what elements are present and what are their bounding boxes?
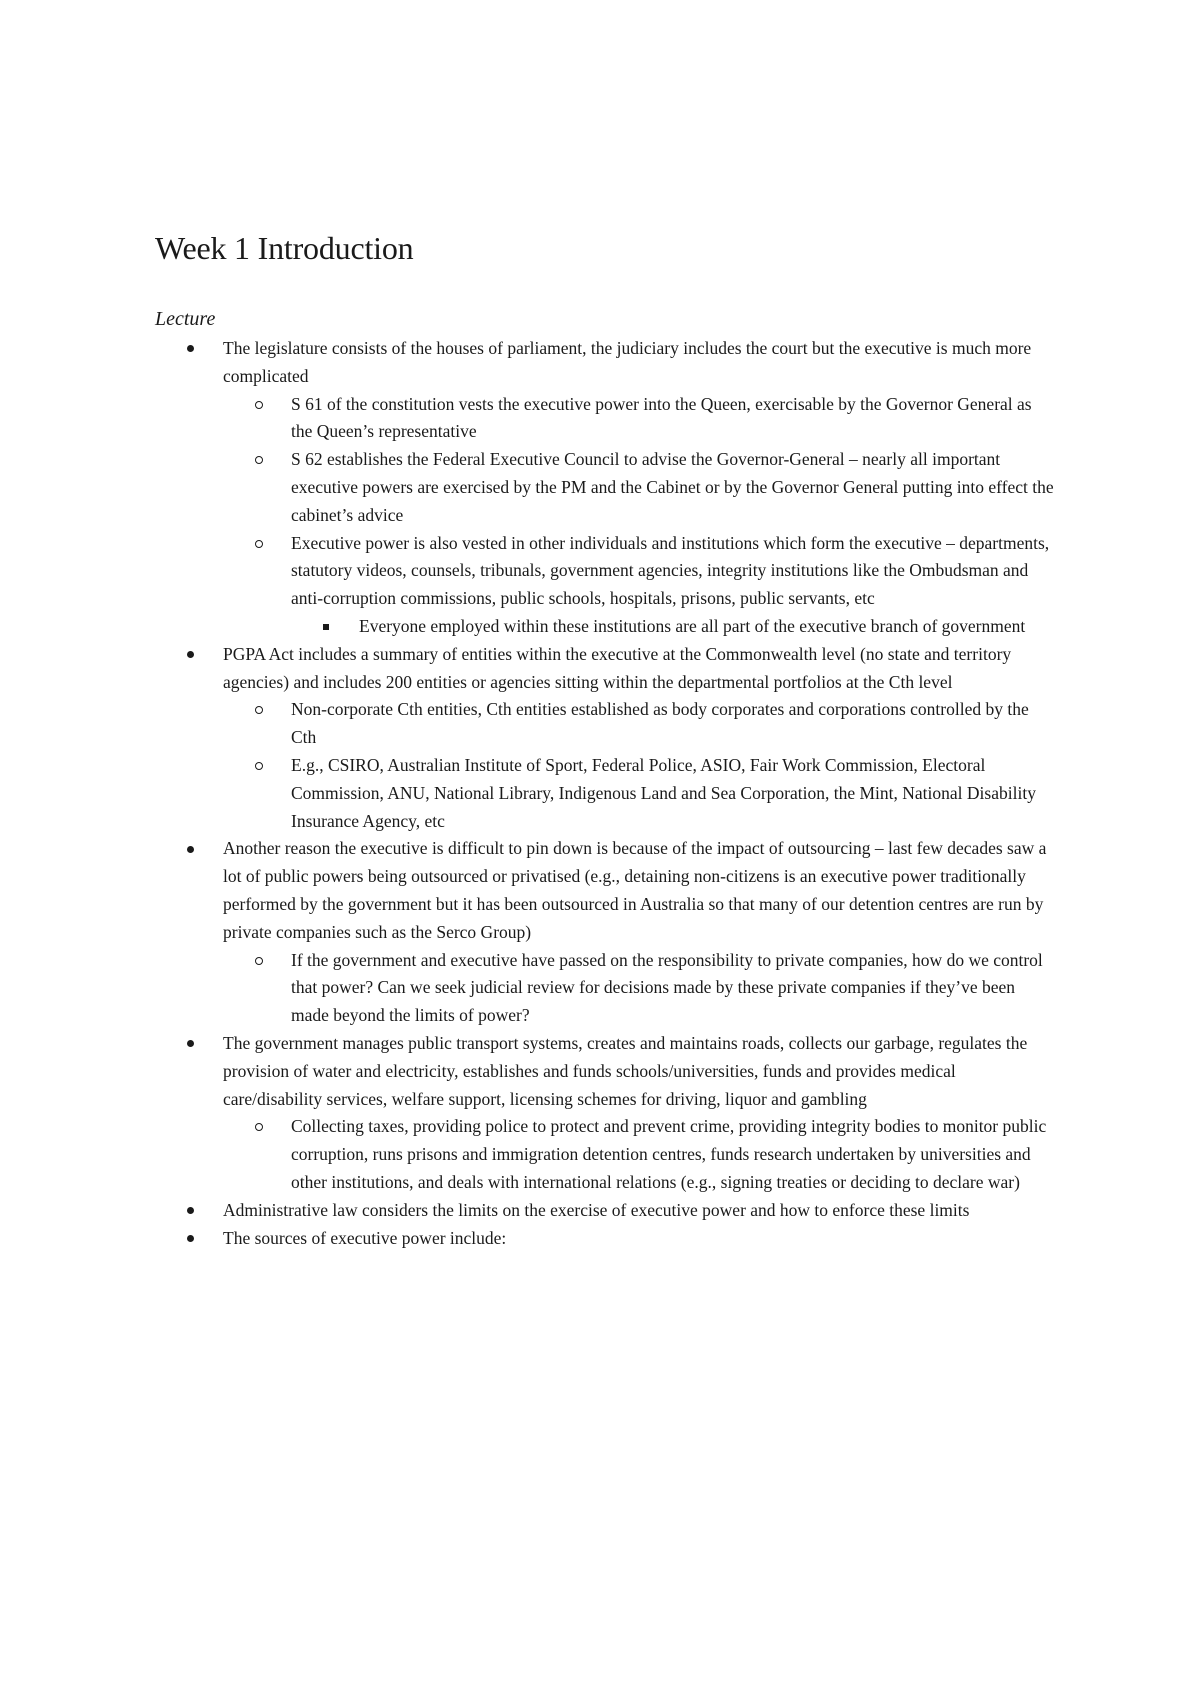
bullet-circle-icon — [255, 446, 263, 474]
sub-list-item — [223, 947, 1055, 1030]
list-item — [155, 1225, 1055, 1253]
sub-list-item-text: S 61 of the constitution vests the executive power into the Queen, exercisable by the Governor General as the Queen’s representative — [291, 393, 1032, 442]
sub-list — [223, 1113, 1055, 1196]
bullet-disc-icon — [187, 1197, 194, 1225]
sub-list-item — [223, 696, 1055, 752]
sub-list-item — [223, 752, 1055, 835]
sub-sub-list — [291, 613, 1055, 641]
sub-list-item — [223, 446, 1055, 529]
sub-list-item — [223, 1113, 1055, 1196]
sub-list-item-text: Executive power is also vested in other individuals and institutions which form the executive – departments, statutory videos, counsels, tribunals, government agencies, integrity institutions like the Ombudsman and anti-corruption commissions, public schools, hospitals, prisons, public servants, etc — [291, 532, 1050, 609]
document-body — [155, 335, 1055, 1252]
bullet-circle-icon — [255, 391, 263, 419]
list-item-text: The legislature consists of the houses of parliament, the judiciary includes the court but the executive is much more complicated — [223, 338, 1032, 386]
list-item-text: Another reason the executive is difficult to pin down is because of the impact of outsourcing – last few decades saw a lot of public powers being outsourced or privatised (e.g., detaining non-citizens is an executive power traditionally performed by the government but it has been outsourced in Australia so that many of our detention centres are run by private companies such as the Serco Group) — [223, 838, 1047, 942]
section-heading-lecture: Lecture — [155, 308, 216, 330]
list-item — [155, 1197, 1055, 1225]
list-item-text: PGPA Act includes a summary of entities within the executive at the Commonwealth level (no state and territory agencies) and includes 200 entities or agencies sitting within the departmental portfolios at the Cth level — [223, 643, 1012, 692]
bullet-circle-icon — [255, 752, 263, 780]
sub-list-item-text: Non-corporate Cth entities, Cth entities established as body corporates and corporations controlled by the Cth — [291, 699, 1029, 748]
bullet-disc-icon — [187, 1030, 194, 1058]
bullet-circle-icon — [255, 1113, 263, 1141]
bullet-square-icon — [323, 613, 329, 641]
sub-list-item — [223, 391, 1055, 447]
sub-list-item — [223, 530, 1055, 641]
list-item — [155, 641, 1055, 836]
list-item-text: Administrative law considers the limits on the exercise of executive power and how to enforce these limits — [223, 1199, 970, 1220]
list-item — [155, 1030, 1055, 1197]
bullet-disc-icon — [187, 335, 194, 363]
list-item-text: The sources of executive power include: — [223, 1227, 507, 1248]
list-item — [155, 835, 1055, 1030]
bullet-list — [155, 335, 1055, 1252]
bullet-disc-icon — [187, 1225, 194, 1253]
bullet-disc-icon — [187, 641, 194, 669]
sub-list — [223, 391, 1055, 641]
list-item — [155, 335, 1055, 641]
bullet-disc-icon — [187, 835, 194, 863]
bullet-circle-icon — [255, 530, 263, 558]
sub-sub-list-item-text: Everyone employed within these institutions are all part of the executive branch of government — [359, 615, 1026, 636]
list-item-text: The government manages public transport systems, creates and maintains roads, collects our garbage, regulates the provision of water and electricity, establishes and funds schools/universities, funds and provides medical care/disability services, welfare support, licensing schemes for driving, liquor and gambling — [223, 1032, 1028, 1109]
page-title: Week 1 Introduction — [155, 230, 414, 266]
sub-list — [223, 696, 1055, 835]
sub-list-item-text: Collecting taxes, providing police to protect and prevent crime, providing integrity bodies to monitor public corruption, runs prisons and immigration detention centres, funds research undertaken by universities and other institutions, and deals with international relations (e.g., signing treaties or deciding to declare war) — [291, 1116, 1047, 1192]
bullet-circle-icon — [255, 947, 263, 975]
bullet-circle-icon — [255, 696, 263, 724]
sub-list — [223, 947, 1055, 1030]
sub-list-item-text: If the government and executive have passed on the responsibility to private companies, how do we control that power? Can we seek judicial review for decisions made by these private companies if they’ve been made beyond the limits of power? — [291, 949, 1043, 1026]
sub-list-item-text: S 62 establishes the Federal Executive Council to advise the Governor-General – nearly all important executive powers are exercised by the PM and the Cabinet or by the Governor General putting into effect the cabinet’s advice — [291, 449, 1054, 525]
sub-list-item-text: E.g., CSIRO, Australian Institute of Sport, Federal Police, ASIO, Fair Work Commission, Electoral Commission, ANU, National Library, Indigenous Land and Sea Corporation, the Mint, National Disability Insurance Agency, etc — [291, 754, 1036, 831]
sub-sub-list-item — [291, 613, 1055, 641]
